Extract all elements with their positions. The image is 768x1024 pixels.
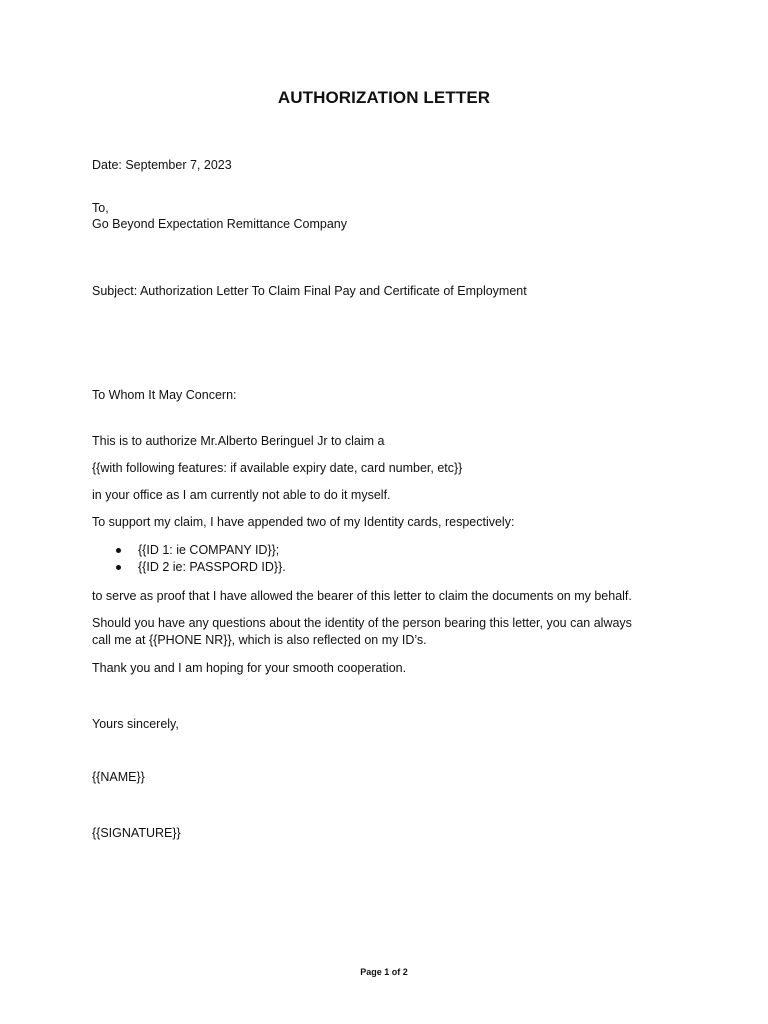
letter-date: Date: September 7, 2023 [92,158,232,172]
bullet-icon [116,548,121,553]
list-item [92,542,286,559]
recipient-to-label: To, [92,201,109,215]
subject-line [92,283,527,300]
id-item-1: {{ID 1: ie COMPANY ID}}; [138,543,280,557]
bullet-icon [116,565,121,570]
name-placeholder: {{NAME}} [92,770,145,784]
id-item-2: {{ID 2 ie: PASSPORD ID}}. [138,560,286,574]
page-number: Page 1 of 2 [360,967,408,977]
recipient-company: Go Beyond Expectation Remittance Company [92,217,347,231]
subject-text: Authorization Letter To Claim Final Pay and Certificate of Employment [137,284,527,298]
body-proof: to serve as proof that I have allowed the bearer of this letter to claim the documents on my behalf. [92,589,632,603]
closing: Yours sincerely, [92,717,179,731]
body-authorize: This is to authorize Mr.Alberto Beringuel Jr to claim a [92,434,385,448]
body-office: in your office as I am currently not able to do it myself. [92,488,391,502]
id-list [92,542,286,576]
body-thanks: Thank you and I am hoping for your smooth cooperation. [92,661,407,675]
body-questions-2: call me at {{PHONE NR}}, which is also reflected on my ID’s. [92,633,427,647]
letter-title: AUTHORIZATION LETTER [277,88,491,107]
signature-placeholder: {{SIGNATURE}} [92,826,181,840]
body-questions-1: Should you have any questions about the identity of the person bearing this letter, you can always [92,616,632,630]
salutation: To Whom It May Concern: [92,388,237,402]
subject-label: Subject: [92,284,138,298]
body-features: {{with following features: if available expiry date, card number, etc}} [92,461,463,475]
list-item [92,559,286,576]
body-support: To support my claim, I have appended two of my Identity cards, respectively: [92,515,515,529]
